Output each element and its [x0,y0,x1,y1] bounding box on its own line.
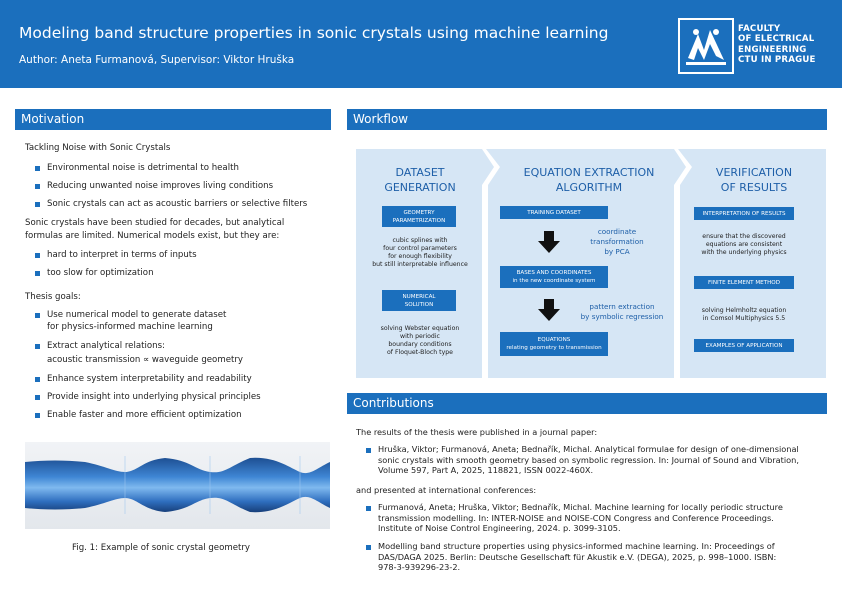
list-item: Extract analytical relations: [47,341,165,351]
interpretation-description: ensure that the discovered equations are consistent with the underlying physics [701,233,787,256]
tag-equations: EQUATIONS relating geometry to transmission [500,332,608,356]
journal-reference: Hruška, Viktor; Furmanová, Aneta; Bednařík, Michal. Analytical formulae for design of one-dimensional sonic crystals with smooth geometry based on symbolic regression. In: Journal of Sound and Vibration, Volume 597, Part A, 2025, 118821, ISSN 0022-460X. [378,444,799,475]
list-item: Reducing unwanted noise improves living conditions [47,181,274,191]
contributions-heading: Contributions [347,393,827,414]
poster-author: Author: Aneta Furmanová, Supervisor: Viktor Hruška [19,54,295,66]
tag-numerical-solution: NUMERICAL SOLUTION [382,290,456,311]
poster-title: Modeling band structure properties in sonic crystals using machine learning [19,24,609,42]
goals-heading: Thesis goals: [25,292,81,302]
tag-geometry-parametrization: GEOMETRY PARAMETRIZATION [382,206,456,227]
sonic-crystal-figure [25,442,330,529]
list-item: for physics-informed machine learning [47,322,213,332]
conference-reference-1: Furmanová, Aneta; Hruška, Viktor; Bednařík, Michal. Machine learning for locally periodic structure transmission modelling. In: INTER-NOISE and NOISE-CON Congress and Conference Proceedings. Institute of Noise Control Engineering, 2024. p. 3099-3105. [378,502,783,533]
bullet-marker [35,313,40,318]
list-item: Sonic crystals can act as acoustic barriers or selective filters [47,199,308,209]
bullet-marker [35,253,40,258]
tag-examples: EXAMPLES OF APPLICATION [694,339,794,352]
bullet-marker [366,506,371,511]
contributions-intro: The results of the thesis were published in a journal paper: [356,427,598,437]
bullet-marker [35,166,40,171]
numerical-description: solving Webster equation with periodic boundary conditions of Floquet-Bloch type [380,325,460,356]
motivation-heading: Motivation [15,109,331,130]
bullet-marker [35,202,40,207]
figure-caption: Fig. 1: Example of sonic crystal geometry [72,543,250,553]
faculty-logo-icon [678,18,734,74]
motivation-paragraph-line: Sonic crystals have been studied for decades, but analytical [25,218,285,228]
list-item: Enhance system interpretability and readability [47,374,252,384]
workflow-diagram [356,149,826,378]
geometry-description: cubic splines with four control parameters for enough flexibility but still interpretable influence [372,237,468,268]
list-item: Environmental noise is detrimental to health [47,163,239,173]
bullet-marker [35,377,40,382]
stage-verification-title: VERIFICATION OF RESULTS [715,166,793,194]
tag-interpretation: INTERPRETATION OF RESULTS [694,207,794,220]
motivation-paragraph-line: formulas are limited. Numerical models exist, but they are: [25,231,280,241]
tag-bases-coordinates: BASES AND COORDINATES in the new coordinate system [500,266,608,288]
list-item: Provide insight into underlying physical principles [47,392,261,402]
motivation-subheading: Tackling Noise with Sonic Crystals [25,143,171,153]
fem-description: solving Helmholtz equation in Comsol Multiphysics 5.5 [701,307,787,322]
symbolic-regression-step: pattern extraction by symbolic regression [580,302,664,321]
pca-step: coordinate transformation by PCA [590,227,644,256]
faculty-logo-text: FACULTY OF ELECTRICAL ENGINEERING CTU IN PRAGUE [738,24,816,66]
bullet-marker [35,413,40,418]
conference-reference-2: Modelling band structure properties using physics-informed machine learning. In: Proceedings of DAS/DAGA 2025. Berlin: Deutsche Gesellschaft für Akustik e.V. (DEGA), 2025, p. 998–1000. ISBN: 978-3-939296-23-2. [378,541,777,572]
stage-dataset-title: DATASET GENERATION [384,166,456,194]
header-banner [0,0,842,88]
bullet-marker [35,395,40,400]
list-item: hard to interpret in terms of inputs [47,250,197,260]
stage-equation-title: EQUATION EXTRACTION ALGORITHM [523,166,655,194]
list-item: too slow for optimization [47,268,154,278]
list-item: Use numerical model to generate dataset [47,310,227,320]
bullet-marker [35,184,40,189]
list-item: Enable faster and more efficient optimization [47,410,242,420]
list-item: acoustic transmission ∝ waveguide geometry [47,355,243,365]
bullet-marker [366,545,371,550]
workflow-heading: Workflow [347,109,827,130]
faculty-logo [678,18,828,74]
bullet-marker [35,344,40,349]
contributions-intro-2: and presented at international conferences: [356,485,537,495]
bullet-marker [366,448,371,453]
tag-finite-element: FINITE ELEMENT METHOD [694,276,794,289]
bullet-marker [35,271,40,276]
tag-training-dataset: TRAINING DATASET [500,206,608,219]
